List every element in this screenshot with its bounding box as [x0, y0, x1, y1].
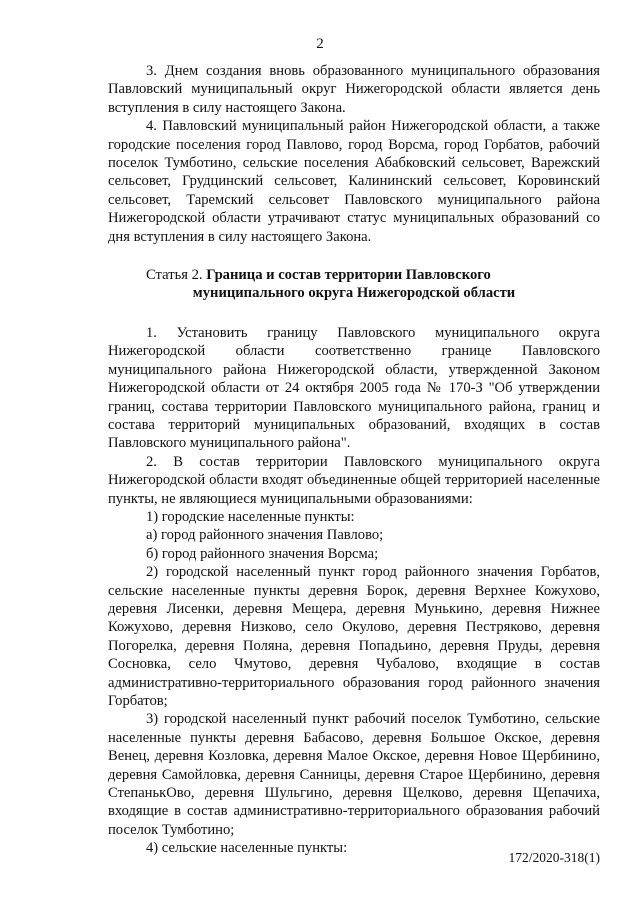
paragraph-4: 4. Павловский муниципальный район Нижегородской области, а также городские поселения город Павлово, город Ворсма, город Горбатов, рабочий поселок Тумботино, сельские поселения Абабковский сельсовет, Варежский сельсовет, Грудцинский сельсовет, Калининский сельсовет, Коровинский сельсовет, Таремский сельсовет Павловского муниципального района Нижегородской области утрачивают статус муниципальных образований со дня вступления в силу настоящего Закона. [108, 118, 600, 245]
list-item-3: 3) городской населенный пункт рабочий поселок Тумботино, сельские населенные пункты деревня Бабасово, деревня Большое Окское, деревня Венец, деревня Козловка, деревня Малое Окское, деревня Новое Щербинино, деревня Самойловка, деревня Санницы, деревня Старое Щербинино, деревня СтепанькОво, деревня Шульгино, деревня Щелково, деревня Щепачиха, входящие в состав административно-территориального образования рабочий поселок Тумботино; [108, 711, 600, 838]
list-item-2: 2) городской населенный пункт город районного значения Горбатов, сельские населенные пункты деревня Борок, деревня Верхнее Кожухово, деревня Лисенки, деревня Мещера, деревня Мунькино, деревня Нижнее Кожухово, деревня Низково, село Окулово, деревня Пестряково, деревня Погорелка, деревня Поляна, деревня Попадьино, деревня Пруды, деревня Сосновка, село Чмутово, деревня Чубалово, входящие в состав административно-территориального образования город районного значения Горбатов; [108, 564, 600, 709]
document-code: 172/2020-318(1) [508, 850, 600, 865]
article-paragraph-1: 1. Установить границу Павловского муниципального округа Нижегородской области соответственно границе Павловского муниципального района Нижегородской области, утвержденной Законом Нижегородской области от 24 октября 2005 года № 170-З "Об утверждении границ, состава территории Павловского муниципального района, границ и состава территорий муниципальных образований, входящих в состав Павловского муниципального района". [108, 324, 600, 452]
article-label: Статья 2. [146, 267, 203, 284]
paragraph-3: 3. Днем создания вновь образованного муниципального образования Павловский муниципальный округ Нижегородской области является день вступления в силу настоящего Закона. [108, 63, 600, 116]
article-paragraph-2: 2. В состав территории Павловского муниципального округа Нижегородской области входят объединенные общей территорией населенные пункты, не являющиеся муниципальными образованиями: [108, 453, 600, 507]
list-item-1b: б) город районного значения Ворсма; [146, 545, 379, 562]
page-number: 2 [316, 36, 324, 52]
article-2-heading [108, 266, 600, 303]
document-body [108, 62, 600, 858]
article-title-line1: Граница и состав территории Павловского [206, 267, 491, 284]
list-item-1a: а) город районного значения Павлово; [146, 527, 384, 544]
list-item-1: 1) городские населенные пункты: [146, 508, 355, 525]
article-title-line2: муниципального округа Нижегородской области [192, 285, 516, 302]
list-item-4: 4) сельские населенные пункты: [146, 840, 348, 857]
